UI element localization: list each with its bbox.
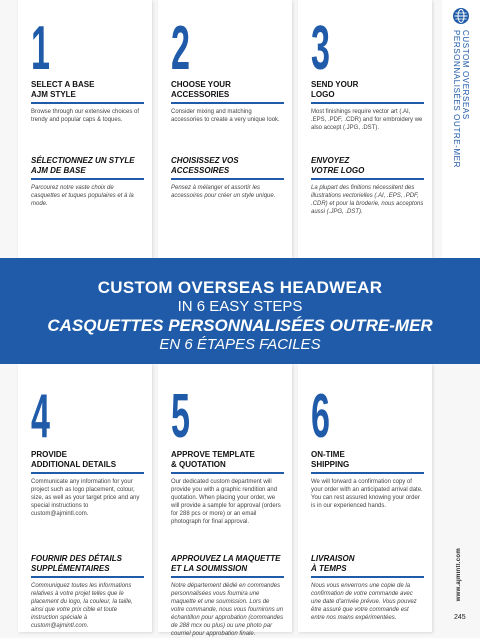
title-banner	[0, 258, 480, 364]
step-body-fr: Communiquez toutes les informations relatives à votre projet telles que le placement du logo, la couleur, la taille, ainsi que votre prix cible et toute instruction spéciale à custom@ajmintl.com.	[31, 583, 133, 629]
divider	[171, 178, 284, 180]
step-title-fr: SÉLECTIONNEZ UN STYLE AJM DE BASE	[31, 156, 135, 175]
step-4-panel	[18, 364, 152, 632]
step-5-panel	[158, 364, 292, 637]
banner-title-en: CUSTOM OVERSEAS HEADWEAR	[97, 278, 383, 297]
banner-subtitle-en: IN 6 EASY STEPS	[177, 298, 303, 315]
step-body-fr: Notre département dédié en commandes personnalisées vous fournira une maquette et une soumission. Lors de votre commande, nous vous fournirons un échantillon pour approbation (commandes de 288 mcx ou plus) ou une photo par courriel pour approbation finale.	[171, 583, 284, 637]
step-title-fr: FOURNIR DES DÉTAILS SUPPLÉMENTAIRES	[31, 554, 122, 573]
divider	[171, 472, 284, 474]
step-body-en: We will forward a confirmation copy of your order with an anticipated arrival date. You can rest assured knowing your order is in our experienced hands.	[311, 479, 423, 509]
step-title-en: ON-TIME SHIPPING	[311, 450, 350, 469]
step-body-fr: La plupart des finitions nécessitent des illustrations vectorielles (.AI, .EPS, .PDF, .CDR) et pour la broderie, nous acceptons aussi (.JPG, .DST).	[311, 185, 424, 215]
step-body-en: Most finishings require vector art (.AI, .EPS, .PDF, .CDR) and for embroidery we also accept (.JPG, .DST).	[311, 109, 423, 131]
step-title-en: APPROVE TEMPLATE & QUOTATION	[171, 450, 255, 469]
step-body-fr: Parcourez notre vaste choix de casquettes et tuques populaires et à la mode.	[31, 185, 134, 207]
website-url: www.ajmintl.com	[456, 548, 462, 602]
step-title-en: SEND YOUR LOGO	[311, 80, 359, 99]
step-body-en: Communicate any information for your project such as logo placement, colour, size, as well as your target price and any special instructions to custom@ajmintl.com.	[31, 479, 140, 517]
divider	[311, 576, 424, 578]
step-title-fr: APPROUVEZ LA MAQUETTE ET LA SOUMISSION	[171, 554, 281, 573]
divider	[311, 472, 424, 474]
step-body-fr: Nous vous enverrons une copie de la confirmation de votre commande avec une date d'arrivée prévue. Vous pouvez être assuré que votre commande est entre nos mains expérimentées.	[311, 583, 417, 621]
step-title-en: CHOOSE YOUR ACCESSORIES	[171, 80, 231, 99]
step-title-fr: ENVOYEZ VOTRE LOGO	[311, 156, 365, 175]
banner-subtitle-fr: EN 6 ÉTAPES FACILES	[159, 336, 321, 353]
divider	[171, 102, 284, 104]
step-1-panel	[18, 0, 152, 258]
banner-title-fr: CASQUETTES PERSONNALISÉES OUTRE-MER	[47, 316, 433, 335]
step-title-fr: CHOISISSEZ VOS ACCESSOIRES	[171, 156, 239, 175]
step-title-fr: LIVRAISON À TEMPS	[311, 554, 355, 573]
divider	[31, 472, 144, 474]
step-2-panel	[158, 0, 292, 258]
step-body-en: Consider mixing and matching accessories to create a very unique look.	[171, 109, 280, 123]
divider	[31, 178, 144, 180]
divider	[311, 178, 424, 180]
step-3-panel	[298, 0, 432, 258]
step-6-panel	[298, 364, 432, 632]
step-body-en: Browse through our extensive choices of trendy and popular caps & toques.	[31, 109, 140, 123]
divider	[171, 576, 284, 578]
step-number: 2	[171, 14, 190, 83]
sidebar-section-title: CUSTOM OVERSEAS PERSONNALISÉES OUTRE-MER	[452, 30, 470, 168]
globe-icon	[453, 8, 469, 24]
step-number: 1	[31, 14, 50, 83]
divider	[31, 102, 144, 104]
step-number: 4	[31, 382, 50, 451]
divider	[31, 576, 144, 578]
step-number: 6	[311, 382, 330, 451]
page-number: 245	[454, 614, 466, 621]
step-body-fr: Pensez à mélanger et assortir les accessoires pour créer un style unique.	[171, 185, 276, 199]
step-title-en: SELECT A BASE AJM STYLE	[31, 80, 95, 99]
divider	[311, 102, 424, 104]
step-title-en: PROVIDE ADDITIONAL DETAILS	[31, 450, 117, 469]
step-number: 5	[171, 382, 190, 451]
step-body-en: Our dedicated custom department will provide you with a graphic rendition and quotation. When placing your order, we will provide a sample for approval (orders for 288 pcs or more) or an email photograph for final approval.	[171, 479, 281, 525]
step-number: 3	[311, 14, 330, 83]
